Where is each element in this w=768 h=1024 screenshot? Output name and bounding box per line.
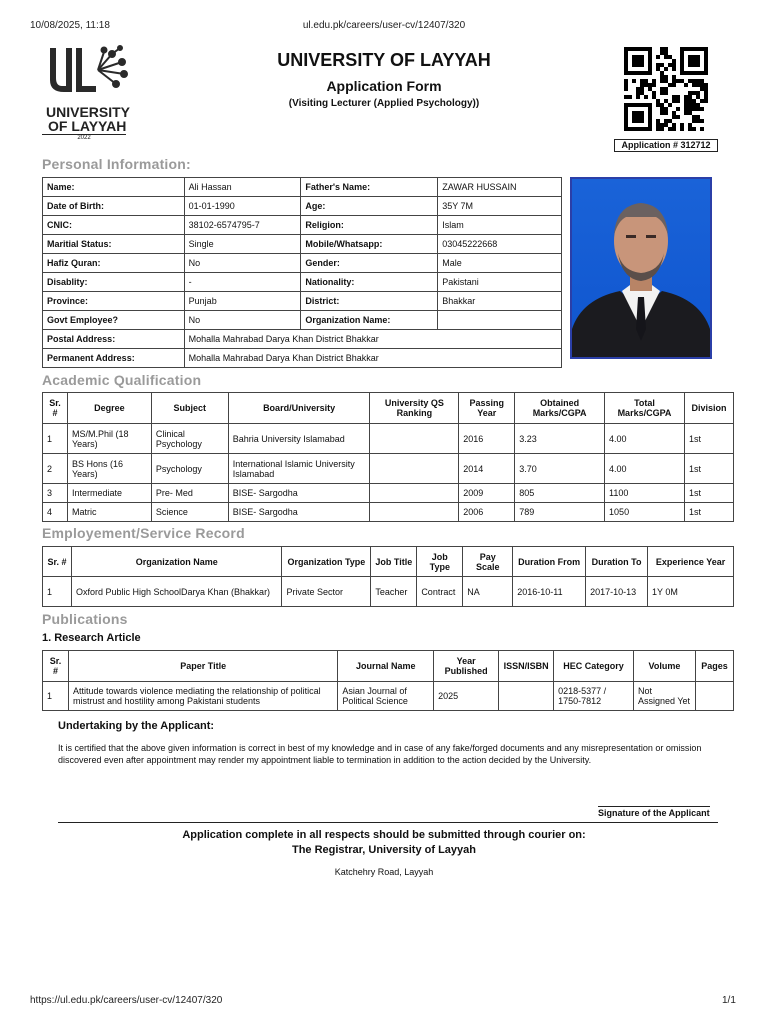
employment-header-7: Duration To xyxy=(586,547,648,577)
postal-address-label: Postal Address: xyxy=(43,330,185,349)
academic-cell: Intermediate xyxy=(67,484,151,503)
academic-cell: Pre- Med xyxy=(151,484,228,503)
section-employment: Employement/Service Record xyxy=(42,525,245,541)
postal-address-value: Mohalla Mahrabad Darya Khan District Bhakkar xyxy=(184,330,561,349)
hafiz-label: Hafiz Quran: xyxy=(43,254,185,273)
logo-text-2: OF LAYYAH xyxy=(48,118,127,134)
research-header-6: Volume xyxy=(633,651,695,682)
academic-cell: 3.23 xyxy=(515,424,605,454)
divider xyxy=(58,822,718,823)
dob-value: 01-01-1990 xyxy=(184,197,301,216)
research-header-2: Journal Name xyxy=(338,651,434,682)
employment-cell: Private Sector xyxy=(282,577,371,607)
name-label: Name: xyxy=(43,178,185,197)
research-cell: Asian Journal of Political Science xyxy=(338,682,434,711)
academic-cell: 1 xyxy=(43,424,68,454)
section-personal-info: Personal Information: xyxy=(42,156,191,172)
employment-header-2: Organization Type xyxy=(282,547,371,577)
marital-value: Single xyxy=(184,235,301,254)
father-name-value: ZAWAR HUSSAIN xyxy=(438,178,562,197)
academic-cell: 805 xyxy=(515,484,605,503)
employment-header-4: Job Type xyxy=(417,547,463,577)
signature-label: Signature of the Applicant xyxy=(598,808,710,818)
academic-cell: 1100 xyxy=(605,484,685,503)
logo-year: 2022 xyxy=(42,134,126,141)
submission-note: Application complete in all respects should be submitted through courier on: xyxy=(182,829,586,841)
form-title: Application Form xyxy=(326,78,442,94)
person-photo-icon xyxy=(572,179,710,357)
undertaking-title: Undertaking by the Applicant: xyxy=(58,720,215,732)
table-row xyxy=(43,484,734,503)
employment-cell: Teacher xyxy=(371,577,417,607)
academic-cell: 3 xyxy=(43,484,68,503)
employment-cell: NA xyxy=(463,577,513,607)
academic-cell: 4.00 xyxy=(605,424,685,454)
gender-value: Male xyxy=(438,254,562,273)
academic-header-4: University QS Ranking xyxy=(370,393,459,424)
mobile-label: Mobile/Whatsapp: xyxy=(301,235,438,254)
research-header-7: Pages xyxy=(695,651,733,682)
section-academic: Academic Qualification xyxy=(42,372,202,388)
academic-cell: 3.70 xyxy=(515,454,605,484)
academic-cell xyxy=(370,484,459,503)
cnic-label: CNIC: xyxy=(43,216,185,235)
academic-cell: Science xyxy=(151,503,228,522)
research-cell: 1 xyxy=(43,682,69,711)
post-title: (Visiting Lecturer (Applied Psychology)) xyxy=(288,98,480,109)
research-article-heading: 1. Research Article xyxy=(42,632,141,644)
academic-cell: Bahria University Islamabad xyxy=(228,424,370,454)
academic-cell: 1st xyxy=(684,503,733,522)
table-row xyxy=(43,682,734,711)
academic-cell: Psychology xyxy=(151,454,228,484)
govt-employee-label: Govt Employee? xyxy=(43,311,185,330)
academic-cell: 4.00 xyxy=(605,454,685,484)
permanent-address-label: Permanent Address: xyxy=(43,349,185,368)
research-header-1: Paper Title xyxy=(68,651,337,682)
table-row xyxy=(43,503,734,522)
academic-cell: 2 xyxy=(43,454,68,484)
gender-label: Gender: xyxy=(301,254,438,273)
registrar-line: The Registrar, University of Layyah xyxy=(291,844,476,856)
academic-cell: International Islamic University Islamabad xyxy=(228,454,370,484)
academic-cell: MS/M.Phil (18 Years) xyxy=(67,424,151,454)
university-name: UNIVERSITY OF LAYYAH xyxy=(277,50,491,70)
academic-cell: Matric xyxy=(67,503,151,522)
research-header-0: Sr. # xyxy=(43,651,69,682)
research-cell: 0218-5377 / 1750-7812 xyxy=(554,682,634,711)
employment-cell: 2017-10-13 xyxy=(586,577,648,607)
academic-header-2: Subject xyxy=(151,393,228,424)
employment-header-3: Job Title xyxy=(371,547,417,577)
marital-label: Maritial Status: xyxy=(43,235,185,254)
logo-text-1: UNIVERSITY xyxy=(46,104,131,120)
district-value: Bhakkar xyxy=(438,292,562,311)
academic-header-0: Sr. # xyxy=(43,393,68,424)
table-row xyxy=(43,577,734,607)
hafiz-value: No xyxy=(184,254,301,273)
academic-cell: 2016 xyxy=(459,424,515,454)
age-label: Age: xyxy=(301,197,438,216)
print-url: ul.edu.pk/careers/user-cv/12407/320 xyxy=(302,20,466,31)
employment-table xyxy=(42,546,734,607)
research-table xyxy=(42,650,734,711)
academic-header-7: Total Marks/CGPA xyxy=(605,393,685,424)
academic-cell: 1st xyxy=(684,484,733,503)
organization-name-label: Organization Name: xyxy=(301,311,438,330)
academic-cell: 1050 xyxy=(605,503,685,522)
employment-cell: 1Y 0M xyxy=(648,577,734,607)
employment-cell: Oxford Public High SchoolDarya Khan (Bhakkar) xyxy=(71,577,281,607)
name-value: Ali Hassan xyxy=(184,178,301,197)
father-name-label: Father's Name: xyxy=(301,178,438,197)
application-number: Application # 312712 xyxy=(614,139,718,152)
applicant-photo xyxy=(570,177,712,359)
research-header-3: Year Published xyxy=(434,651,499,682)
print-page-number: 1/1 xyxy=(722,995,736,1006)
province-label: Province: xyxy=(43,292,185,311)
academic-cell xyxy=(370,424,459,454)
research-cell: 2025 xyxy=(434,682,499,711)
academic-cell: 789 xyxy=(515,503,605,522)
employment-cell: 1 xyxy=(43,577,72,607)
employment-header-8: Experience Year xyxy=(648,547,734,577)
registrar-address: Katchehry Road, Layyah xyxy=(334,867,434,877)
academic-header-3: Board/University xyxy=(228,393,370,424)
employment-header-5: Pay Scale xyxy=(463,547,513,577)
research-cell xyxy=(499,682,554,711)
district-label: District: xyxy=(301,292,438,311)
organization-name-value xyxy=(438,311,562,330)
academic-table xyxy=(42,392,734,522)
employment-header-1: Organization Name xyxy=(71,547,281,577)
research-header-5: HEC Category xyxy=(554,651,634,682)
academic-cell: 2014 xyxy=(459,454,515,484)
table-row xyxy=(43,454,734,484)
employment-cell: 2016-10-11 xyxy=(513,577,586,607)
print-footer-url: https://ul.edu.pk/careers/user-cv/12407/320 xyxy=(30,995,223,1006)
academic-cell: 2006 xyxy=(459,503,515,522)
academic-cell: 2009 xyxy=(459,484,515,503)
academic-cell: 4 xyxy=(43,503,68,522)
dob-label: Date of Birth: xyxy=(43,197,185,216)
section-publications: Publications xyxy=(42,611,128,627)
employment-header-6: Duration From xyxy=(513,547,586,577)
academic-cell: 1st xyxy=(684,454,733,484)
disability-label: Disablity: xyxy=(43,273,185,292)
table-row xyxy=(43,424,734,454)
age-value: 35Y 7M xyxy=(438,197,562,216)
academic-cell: BS Hons (16 Years) xyxy=(67,454,151,484)
mobile-value: 03045222668 xyxy=(438,235,562,254)
research-cell: Attitude towards violence mediating the relationship of political mistrust and hostility among Pakistani students xyxy=(68,682,337,711)
academic-cell: Clinical Psychology xyxy=(151,424,228,454)
religion-label: Religion: xyxy=(301,216,438,235)
academic-cell: BISE- Sargodha xyxy=(228,503,370,522)
print-datetime: 10/08/2025, 11:18 xyxy=(30,20,110,31)
academic-cell: 1st xyxy=(684,424,733,454)
personal-info-table xyxy=(42,177,562,368)
religion-value: Islam xyxy=(438,216,562,235)
academic-header-5: Passing Year xyxy=(459,393,515,424)
qr-code-icon xyxy=(624,46,708,132)
academic-header-8: Division xyxy=(684,393,733,424)
research-header-4: ISSN/ISBN xyxy=(499,651,554,682)
permanent-address-value: Mohalla Mahrabad Darya Khan District Bhakkar xyxy=(184,349,561,368)
research-cell: Not Assigned Yet xyxy=(633,682,695,711)
nationality-value: Pakistani xyxy=(438,273,562,292)
academic-cell xyxy=(370,454,459,484)
province-value: Punjab xyxy=(184,292,301,311)
academic-cell xyxy=(370,503,459,522)
disability-value: - xyxy=(184,273,301,292)
cnic-value: 38102-6574795-7 xyxy=(184,216,301,235)
academic-cell: BISE- Sargodha xyxy=(228,484,370,503)
undertaking-text: It is certified that the above given information is correct in best of my knowledge and in case of any fake/forged documents and any misrepresentation or omission discovered even after appointment may render my appointment liable to termination in addition to the action decided by the University. xyxy=(58,743,702,765)
nationality-label: Nationality: xyxy=(301,273,438,292)
govt-employee-value: No xyxy=(184,311,301,330)
academic-header-6: Obtained Marks/CGPA xyxy=(515,393,605,424)
academic-header-1: Degree xyxy=(67,393,151,424)
employment-header-0: Sr. # xyxy=(43,547,72,577)
research-cell xyxy=(695,682,733,711)
employment-cell: Contract xyxy=(417,577,463,607)
